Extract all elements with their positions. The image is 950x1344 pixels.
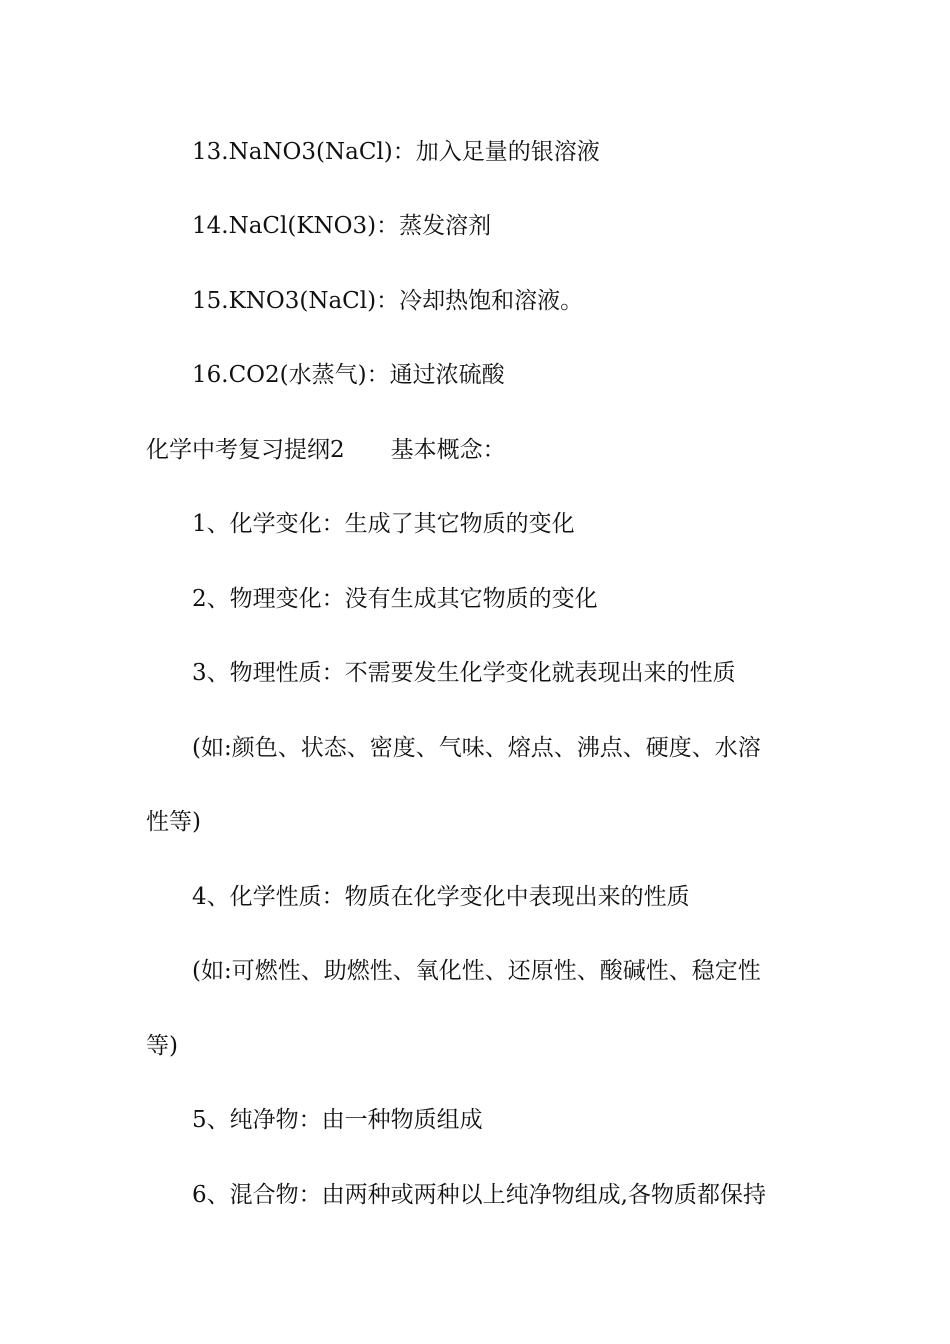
text-line: 13.NaNO3(NaCl)：加入足量的银溶液: [192, 139, 600, 165]
text-line-continuation: 性等): [146, 809, 201, 835]
text-line: 1、化学变化：生成了其它物质的变化: [192, 511, 575, 537]
section-heading: 化学中考复习提纲2 基本概念：: [146, 437, 506, 463]
text-line: 5、纯净物：由一种物质组成: [192, 1107, 483, 1133]
text-line: 15.KNO3(NaCl)：冷却热饱和溶液。: [192, 288, 584, 314]
text-line: 3、物理性质：不需要发生化学变化就表现出来的性质: [192, 660, 736, 686]
text-line: 16.CO2(水蒸气)：通过浓硫酸: [192, 362, 505, 388]
text-line: 14.NaCl(KNO3)：蒸发溶剂: [192, 213, 492, 239]
text-line: (如:颜色、状态、密度、气味、熔点、沸点、硬度、水溶: [192, 735, 761, 761]
text-line: 2、物理变化：没有生成其它物质的变化: [192, 586, 598, 612]
text-line: 6、混合物：由两种或两种以上纯净物组成,各物质都保持: [192, 1182, 766, 1208]
text-line: 4、化学性质：物质在化学变化中表现出来的性质: [192, 884, 690, 910]
text-line-continuation: 等): [146, 1033, 178, 1059]
text-line: (如:可燃性、助燃性、氧化性、还原性、酸碱性、稳定性: [192, 958, 761, 984]
